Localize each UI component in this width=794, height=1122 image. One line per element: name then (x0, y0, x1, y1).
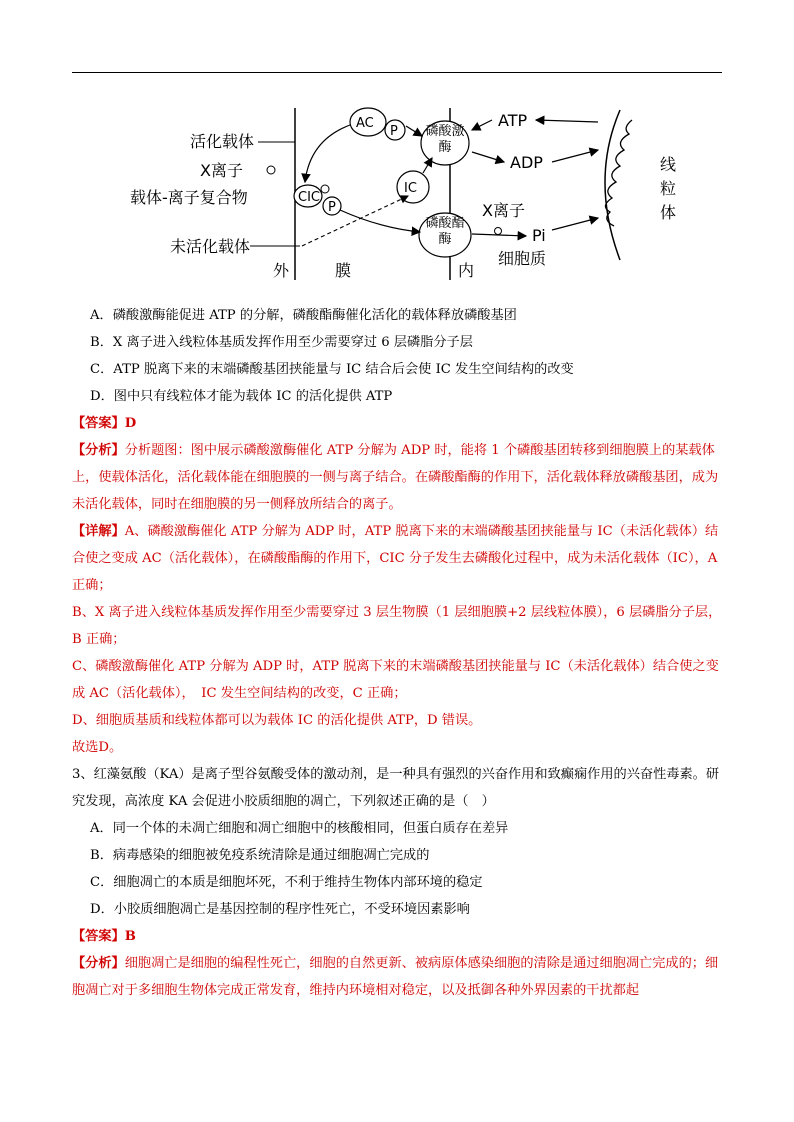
q3-option-d: D．小胶质细胞凋亡是基因控制的程序性死亡，不受环境因素影响 (90, 902, 470, 917)
question-content (72, 302, 724, 1004)
q3-analysis-text: 细胞凋亡是细胞的编程性死亡，细胞的自然更新、被病原体感染细胞的清除是通过细胞凋亡完成的；细胞凋亡对于多细胞生物体完成正常发育，维持内环境相对稳定，以及抵御各种外界因素的干扰都起 (72, 956, 719, 998)
x-ion-left-circle (267, 166, 275, 174)
label-membrane: 膜 (335, 261, 352, 280)
q3-stem: 3、红藻氨酸（KA）是离子型谷氨酸受体的激动剂，是一种具有强烈的兴奋作用和致癫痫作用的兴奋性毒素。研究发现，高浓度 KA 会促进小胶质细胞的凋亡，下列叙述正确的是（ ） (72, 767, 720, 809)
atp-label: ATP (498, 111, 528, 130)
label-outside: 外 (273, 261, 290, 280)
analysis-tag: 【分析】 (72, 443, 125, 458)
carrier-diagram (120, 100, 740, 290)
option-d: D．图中只有线粒体才能为载体 IC 的活化提供 ATP (90, 389, 393, 404)
ac-label: AC (356, 116, 374, 131)
option-b: B．X 离子进入线粒体基质发挥作用至少需要穿过 6 层磷脂分子层 (90, 335, 473, 350)
q3-option-b: B．病毒感染的细胞被免疫系统清除是通过细胞凋亡完成的 (90, 848, 430, 863)
analysis-paragraph (72, 437, 724, 518)
detail-b: B、X 离子进入线粒体基质发挥作用至少需要穿过 3 层生物膜（1 层细胞膜+2 层线粒体膜），6 层磷脂分子层，B 正确； (72, 605, 722, 647)
mitochondria-char-3: 体 (660, 203, 677, 222)
header-rule (72, 72, 722, 73)
q3-option-c: C．细胞凋亡的本质是细胞坏死，不利于维持生物体内部环境的稳定 (90, 875, 483, 890)
detail-d: D、细胞质基质和线粒体都可以为载体 IC 的活化提供 ATP，D 错误。 (72, 713, 482, 728)
adp-label: ADP (510, 153, 543, 172)
mitochondria-inner-membrane (605, 120, 632, 226)
option-c: C．ATP 脱离下来的末端磷酸基团挟能量与 IC 结合后会使 IC 发生空间结构的改变 (90, 362, 574, 377)
cic-label: CIC (298, 190, 320, 205)
option-a: A．磷酸激酶能促进 ATP 的分解，磷酸酯酶催化活化的载体释放磷酸基团 (90, 308, 517, 323)
mitochondria-char-1: 线 (660, 155, 677, 174)
analysis-text: 分析题图：图中展示磷酸激酶催化 ATP 分解为 ADP 时，能将 1 个磷酸基团转移到细胞膜上的某载体上，使载体活化，活化载体能在细胞膜的一侧与离子结合。在磷酸酯酶的作用下，活化载体释放磷酸基团，成为未活化载体，同时在细胞膜的另一侧释放所结合的离子。 (72, 443, 719, 512)
detail-tag: 【详解】 (72, 524, 125, 539)
label-inactive-carrier: 未活化载体 (170, 237, 251, 256)
label-x-ion-right: X离子 (482, 201, 525, 220)
kinase-label: 磷酸激酶 (425, 124, 465, 155)
ic-label: IC (404, 181, 417, 196)
q3-analysis-tag: 【分析】 (72, 956, 125, 971)
p2-label: P (328, 200, 336, 215)
conclusion: 故选D。 (72, 740, 123, 755)
label-carrier-ion-complex: 载体-离子复合物 (130, 188, 248, 207)
detail-c: C、磷酸激酶催化 ATP 分解为 ADP 时，ATP 脱离下来的末端磷酸基团挟能量与 IC（未活化载体）结合使之变成 AC（活化载体）， IC 发生空间结构的改变，C 正确； (72, 659, 719, 701)
label-cytoplasm: 细胞质 (498, 249, 547, 268)
answer: 【答案】D (72, 416, 137, 431)
q3-analysis-paragraph (72, 950, 724, 1004)
label-x-ion-left: X离子 (200, 161, 243, 180)
detail-a: A、磷酸激酶催化 ATP 分解为 ADP 时，ATP 脱离下来的末端磷酸基团挟能量与 IC（未活化载体）结合使之变成 AC（活化载体），在磷酸酯酶的作用下，CIC 分子发生去磷酸化过程中，成为未活化载体（IC），A 正确； (72, 524, 719, 593)
detail-paragraph (72, 518, 724, 599)
phosphatase-label: 磷酸酯酶 (425, 216, 465, 247)
label-active-carrier: 活化载体 (190, 132, 255, 151)
p1-label: P (390, 124, 398, 139)
pi-label: Pi (532, 226, 546, 245)
q3-option-a: A．同一个体的未凋亡细胞和凋亡细胞中的核酸相同，但蛋白质存在差异 (90, 821, 509, 836)
label-inside: 内 (458, 261, 475, 280)
mitochondria-char-2: 粒 (660, 179, 677, 198)
q3-answer: 【答案】B (72, 929, 136, 944)
